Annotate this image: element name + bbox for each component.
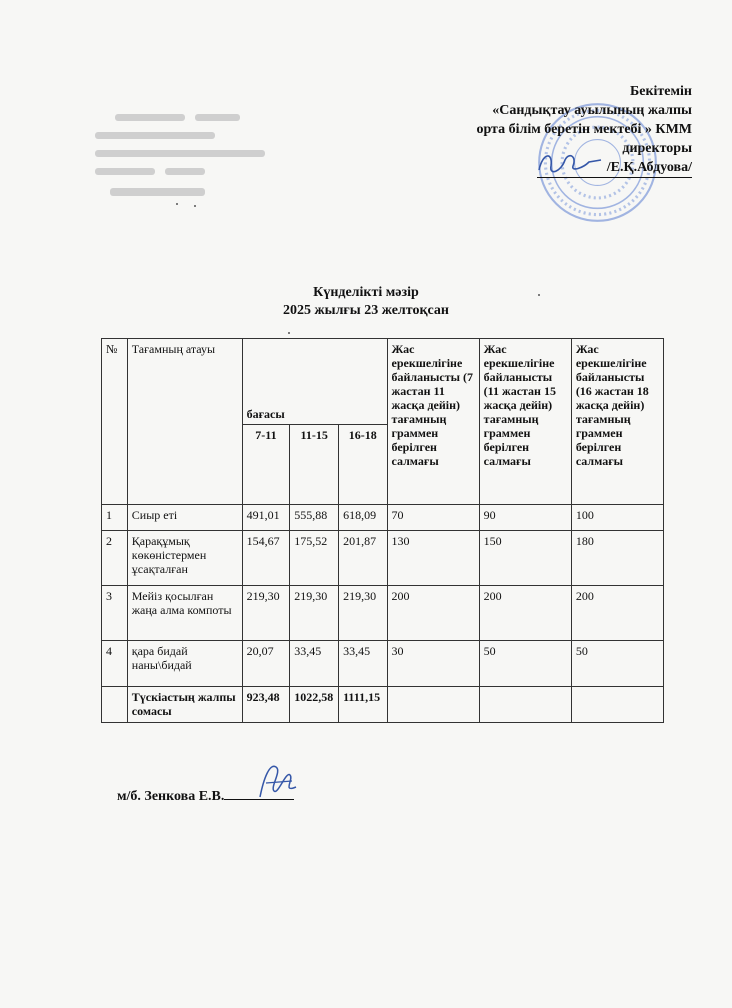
speck	[194, 205, 196, 207]
row-price-11-15: 555,88	[290, 505, 339, 531]
menu-table	[101, 338, 664, 723]
row-weight-7-11: 70	[387, 505, 479, 531]
header-weight-16-18: Жас ерекшелігіне байланысты (16 жастан 18 жасқа дейін) тағамның граммен берілген салмағы	[571, 339, 663, 505]
row-weight-11-15: 90	[479, 505, 571, 531]
table-header-row	[102, 339, 664, 425]
row-weight-16-18: 50	[571, 641, 663, 687]
row-weight-16-18: 180	[571, 531, 663, 586]
row-no: 4	[102, 641, 128, 687]
total-label: Түскіастың жалпы сомасы	[127, 687, 242, 723]
approval-block	[392, 82, 692, 178]
row-price-16-18: 201,87	[339, 531, 387, 586]
row-name: қара бидай наны\бидай	[127, 641, 242, 687]
row-price-7-11: 20,07	[242, 641, 290, 687]
row-no: 2	[102, 531, 128, 586]
menu-title: Күнделікті мәзір	[313, 285, 419, 300]
table-total-row	[102, 687, 664, 723]
header-age-16-18: 16-18	[339, 425, 387, 505]
row-price-16-18: 33,45	[339, 641, 387, 687]
speck	[176, 203, 178, 205]
row-price-11-15: 33,45	[290, 641, 339, 687]
row-weight-11-15: 150	[479, 531, 571, 586]
header-no: №	[102, 339, 128, 505]
row-weight-11-15: 50	[479, 641, 571, 687]
table-row	[102, 505, 664, 531]
total-no	[102, 687, 128, 723]
table-row	[102, 586, 664, 641]
total-price-7-11: 923,48	[242, 687, 290, 723]
total-price-16-18: 1111,15	[339, 687, 387, 723]
total-weight-11-15	[479, 687, 571, 723]
total-weight-16-18	[571, 687, 663, 723]
table-row	[102, 531, 664, 586]
speck	[288, 332, 290, 334]
header-name: Тағамның атауы	[127, 339, 242, 505]
header-weight-11-15: Жас ерекшелігіне байланысты (11 жастан 15 жасқа дейін) тағамның граммен берілген салмағы	[479, 339, 571, 505]
row-price-7-11: 219,30	[242, 586, 290, 641]
approval-line-4: директоры	[622, 141, 692, 156]
signer-name: /Е.Қ.Абдуова/	[606, 160, 692, 175]
row-no: 1	[102, 505, 128, 531]
row-name: Қарақұмық көкөністермен ұсақталған	[127, 531, 242, 586]
approval-line-1: Бекітемін	[629, 84, 692, 99]
header-price: бағасы	[242, 339, 387, 425]
bleed-through-text	[95, 110, 325, 210]
row-weight-7-11: 200	[387, 586, 479, 641]
total-price-11-15: 1022,58	[290, 687, 339, 723]
row-price-16-18: 618,09	[339, 505, 387, 531]
footer-text: м/б. Зенкова Е.В.	[117, 789, 225, 804]
row-price-16-18: 219,30	[339, 586, 387, 641]
row-weight-11-15: 200	[479, 586, 571, 641]
row-weight-7-11: 30	[387, 641, 479, 687]
row-price-7-11: 491,01	[242, 505, 290, 531]
approval-line-3: орта білім беретін мектебі » КММ	[476, 122, 692, 137]
row-no: 3	[102, 586, 128, 641]
approval-line-2: «Сандықтау ауылының жалпы	[492, 103, 692, 118]
header-weight-7-11: Жас ерекшелігіне байланысты (7 жастан 11 жасқа дейін) тағамның граммен берілген салмағы	[387, 339, 479, 505]
menu-date: 2025 жылғы 23 желтоқсан	[283, 303, 449, 318]
director-signature	[529, 146, 609, 180]
row-weight-7-11: 130	[387, 531, 479, 586]
row-price-11-15: 219,30	[290, 586, 339, 641]
table-row	[102, 641, 664, 687]
header-age-7-11: 7-11	[242, 425, 290, 505]
row-weight-16-18: 200	[571, 586, 663, 641]
row-name: Мейіз қосылған жаңа алма компоты	[127, 586, 242, 641]
director-signature-line	[537, 158, 692, 178]
row-weight-16-18: 100	[571, 505, 663, 531]
nurse-signature	[252, 757, 302, 807]
row-price-7-11: 154,67	[242, 531, 290, 586]
row-price-11-15: 175,52	[290, 531, 339, 586]
total-weight-7-11	[387, 687, 479, 723]
header-age-11-15: 11-15	[290, 425, 339, 505]
row-name: Сиыр еті	[127, 505, 242, 531]
